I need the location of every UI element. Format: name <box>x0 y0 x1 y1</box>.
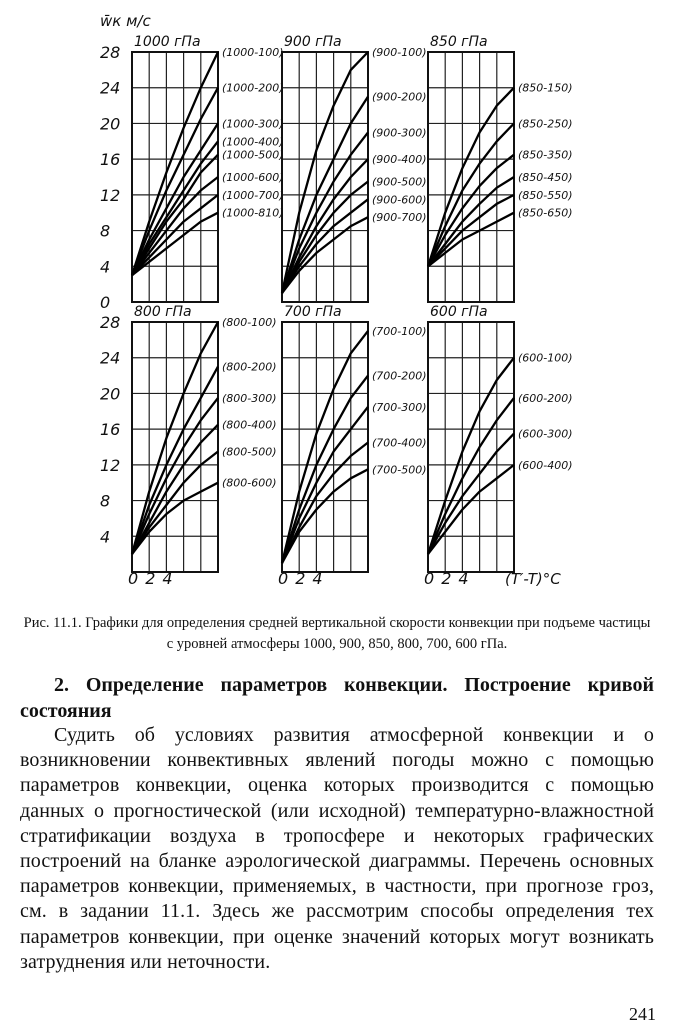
chart-panel <box>282 304 427 572</box>
series-label: (1000-810) <box>222 206 284 220</box>
chart-panel <box>132 304 277 572</box>
y-tick-label: 12 <box>100 185 121 205</box>
x-tick-label: 4 <box>458 569 469 588</box>
series-label: (700-400) <box>372 436 427 450</box>
y-tick-label: 0 <box>100 293 111 312</box>
x-tick-label: 0 <box>424 569 435 588</box>
figure-caption: Рис. 11.1. Графики для определения средней вертикальной скорости конвекции при подъеме частицы с уровней атмосферы 1000, 900, 850, 800, 700, 600 гПа. <box>23 615 651 652</box>
series-label: (800-100) <box>222 316 277 329</box>
panel-title: 850 гПа <box>430 34 488 50</box>
series-label: (1000-400) <box>222 135 284 149</box>
series-label: (900-500) <box>372 175 427 189</box>
y-tick-label: 16 <box>100 150 121 170</box>
x-tick-label: 4 <box>312 569 323 588</box>
y-tick-label: 8 <box>100 221 111 241</box>
y-tick-label: 24 <box>100 348 121 368</box>
chart-panels <box>100 34 573 588</box>
section-heading: 2. Определение параметров конвекции. Построение кривой состояния <box>20 674 654 722</box>
series-label: (600-200) <box>518 391 573 405</box>
series-label: (850-150) <box>518 81 573 95</box>
panel-title: 1000 гПа <box>134 34 201 50</box>
page-number: 241 <box>629 1004 656 1024</box>
x-tick-label: 2 <box>145 569 156 588</box>
panel-title: 900 гПа <box>284 34 342 50</box>
series-label: (700-500) <box>372 463 427 477</box>
body-paragraph: Судить об условиях развития атмосферной конвекции и о возникновении конвективных явлений погоды можно с помощью параметров конвекции, оценка которых производится с помощью данных о прогностической (или исходной) температурно-влажностной стратификации воздуха в тропосфере и некоторых графических построений на бланке аэрологической диаграммы. Перечень основных параметров конвекции, применяемых, в частности, при прогнозе гроз, см. в задании 11.1. Здесь же рассмотрим способы определения тех параметров конвекции, при оценке значений которых могут возникать затруднения или неточности. <box>20 724 654 973</box>
chart-panel <box>428 304 573 572</box>
y-tick-label: 20 <box>100 114 121 134</box>
series-label: (900-700) <box>372 211 427 225</box>
series-label: (850-650) <box>518 206 573 220</box>
panel-title: 700 гПа <box>284 304 342 320</box>
y-tick-label: 4 <box>100 527 111 547</box>
y-tick-label: 12 <box>100 455 121 475</box>
y-tick-label: 8 <box>100 491 111 511</box>
series-label: (900-600) <box>372 193 427 207</box>
series-label: (1000-300) <box>222 117 284 131</box>
series-line <box>428 213 514 267</box>
series-line <box>428 465 514 554</box>
series-label: (600-300) <box>518 427 573 441</box>
series-label: (700-100) <box>372 324 427 338</box>
series-label: (850-450) <box>518 171 573 184</box>
series-label: (800-400) <box>222 418 277 432</box>
chart-panel <box>132 34 284 302</box>
y-tick-label: 20 <box>100 384 121 404</box>
series-label: (900-400) <box>372 153 427 167</box>
series-label: (850-550) <box>518 188 573 202</box>
series-label: (900-300) <box>372 126 427 140</box>
chart-panel <box>428 34 573 302</box>
y-tick-label: 16 <box>100 420 121 440</box>
chart-panel <box>282 34 427 302</box>
series-label: (900-100) <box>372 46 427 59</box>
y-tick-label: 28 <box>100 313 121 332</box>
panel-title: 600 гПа <box>430 304 488 320</box>
y-tick-label: 28 <box>100 43 121 62</box>
series-label: (1000-500) <box>222 148 284 162</box>
x-tick-label: 2 <box>295 569 306 588</box>
y-axis-label: w̄к м/с <box>100 12 151 30</box>
x-tick-label: 4 <box>162 569 173 588</box>
series-label: (1000-600) <box>222 171 284 184</box>
series-label: (800-300) <box>222 391 277 405</box>
series-line <box>282 443 368 564</box>
series-label: (1000-700) <box>222 188 284 202</box>
x-tick-label: 2 <box>441 569 452 588</box>
series-label: (1000-200) <box>222 81 284 95</box>
x-tick-label: 0 <box>278 569 289 588</box>
series-label: (700-300) <box>372 400 427 414</box>
x-tick-label: 0 <box>128 569 139 588</box>
series-label: (900-200) <box>372 90 427 104</box>
series-label: (600-400) <box>518 458 573 472</box>
series-label: (850-350) <box>518 148 573 162</box>
series-label: (1000-100) <box>222 46 284 59</box>
series-label: (700-200) <box>372 369 427 383</box>
panel-title: 800 гПа <box>134 304 192 320</box>
series-label: (800-200) <box>222 360 277 374</box>
x-axis-label: (T′-T)°C <box>505 570 561 588</box>
y-tick-label: 24 <box>100 78 121 98</box>
series-label: (850-250) <box>518 117 573 131</box>
y-tick-label: 4 <box>100 257 111 277</box>
series-label: (600-100) <box>518 351 573 365</box>
series-label: (800-500) <box>222 445 277 459</box>
series-label: (800-600) <box>222 476 277 490</box>
